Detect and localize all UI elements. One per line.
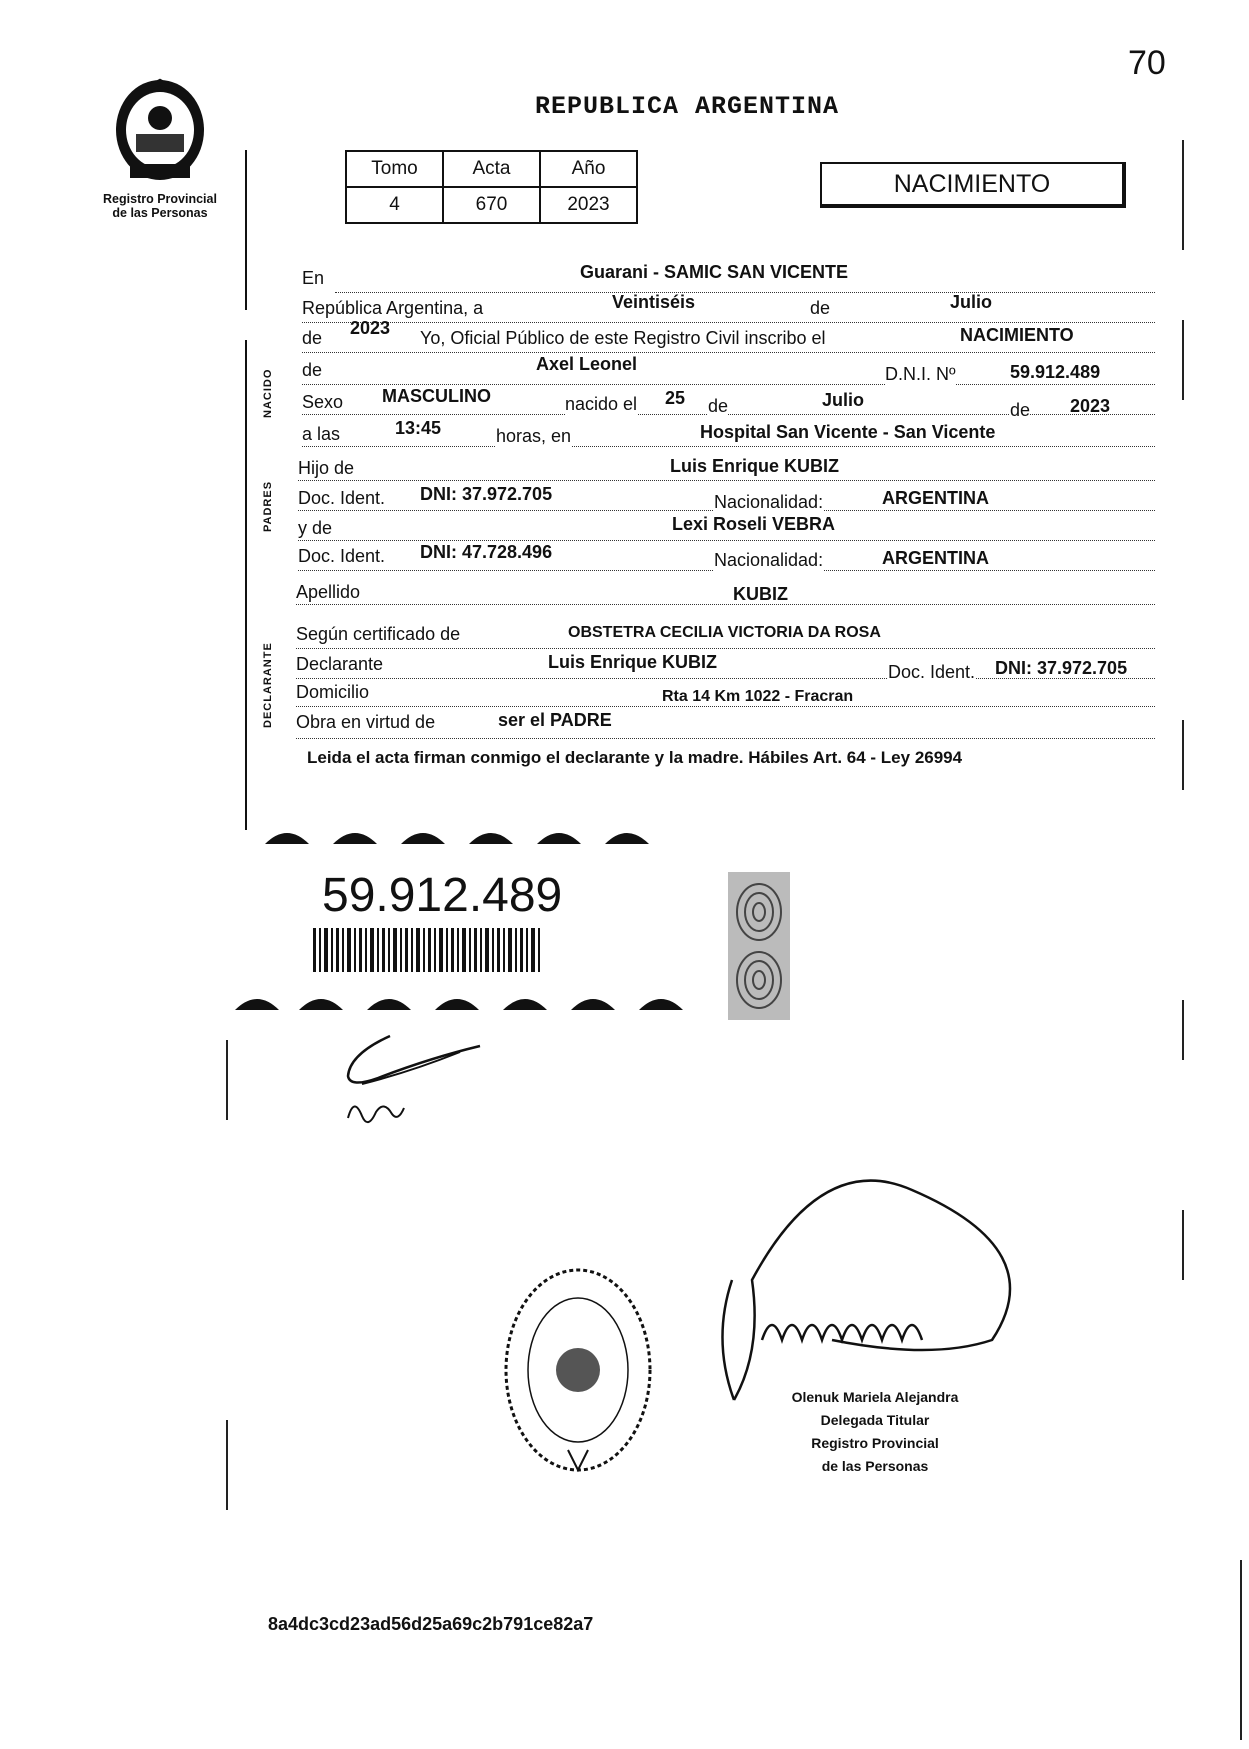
mother-nationality: ARGENTINA — [882, 548, 989, 568]
de-label: de — [810, 298, 831, 318]
horas-label: horas, en — [496, 426, 572, 446]
father-name: Luis Enrique KUBIZ — [670, 456, 840, 476]
scan-edge-mark — [1240, 1560, 1242, 1740]
segun-label: Según certificado de — [296, 624, 461, 644]
father-nationality: ARGENTINA — [882, 488, 989, 508]
declarante-name: Luis Enrique KUBIZ — [548, 652, 718, 672]
scan-edge-mark — [226, 1040, 228, 1120]
dotted-line — [296, 582, 1155, 605]
left-border — [245, 150, 247, 310]
birth-year: 2023 — [1070, 396, 1111, 416]
document-hash: 8a4dc3cd23ad56d25a69c2b791ce82a7 — [268, 1614, 594, 1634]
mother-name: Lexi Roseli VEBRA — [672, 514, 836, 534]
doc-label: Doc. Ident. — [298, 488, 386, 508]
official-block — [755, 1386, 995, 1478]
nacionalidad-label: Nacionalidad: — [714, 492, 824, 512]
apellido-label: Apellido — [296, 582, 361, 602]
domicilio: Rta 14 Km 1022 - Fracran — [662, 688, 854, 705]
obra-label: Obra en virtud de — [296, 712, 436, 732]
official-office: Registro Provincial — [811, 1435, 939, 1451]
value-tomo: 4 — [346, 187, 443, 223]
doc-label-3: Doc. Ident. — [888, 662, 976, 682]
header-acta: Acta — [443, 151, 540, 187]
official-seal — [488, 1260, 658, 1480]
sexo: MASCULINO — [382, 386, 491, 406]
header-ano: Año — [540, 151, 637, 187]
logo-caption-line-1: Registro Provincial — [103, 192, 217, 206]
logo-caption — [88, 192, 232, 220]
de-label-3: de — [302, 360, 323, 380]
birth-month: Julio — [822, 390, 865, 410]
reference-table — [345, 150, 638, 224]
doc-label-2: Doc. Ident. — [298, 546, 386, 566]
value-acta: 670 — [443, 187, 540, 223]
official-name: Olenuk Mariela Alejandra — [791, 1389, 959, 1405]
value-ano: 2023 — [540, 187, 637, 223]
child-name: Axel Leonel — [536, 354, 638, 374]
section-label-padres: PADRES — [262, 480, 274, 532]
nacido-label: nacido el — [565, 394, 638, 414]
birth-time: 13:45 — [395, 418, 442, 438]
en-label: En — [302, 268, 325, 288]
hospital: Hospital San Vicente - San Vicente — [700, 422, 996, 442]
country-title: REPUBLICA ARGENTINA — [535, 92, 840, 121]
birth-place-record: Guarani - SAMIC SAN VICENTE — [580, 262, 849, 282]
logo-caption-line-2: de las Personas — [112, 206, 208, 220]
scan-edge-mark — [1182, 1000, 1184, 1060]
inscribe-type: NACIMIENTO — [960, 325, 1074, 345]
year: 2023 — [350, 318, 391, 338]
de-label-2: de — [302, 328, 323, 348]
scan-edge-mark — [1182, 720, 1184, 790]
page-number: 70 — [1128, 44, 1166, 82]
scan-edge-mark — [1182, 1210, 1184, 1280]
certificate: OBSTETRA CECILIA VICTORIA DA ROSA — [568, 624, 881, 641]
obra: ser el PADRE — [498, 710, 612, 730]
dni-label: D.N.I. Nº — [885, 364, 956, 384]
scan-edge-mark — [1182, 140, 1184, 250]
official-role: Delegada Titular — [820, 1412, 930, 1428]
dni-stamp-number: 59.912.489 — [322, 869, 563, 922]
fingerprint-icon — [728, 872, 790, 1020]
sexo-label: Sexo — [302, 392, 344, 412]
birth-day: 25 — [665, 388, 686, 408]
nacionalidad-label-2: Nacionalidad: — [714, 550, 824, 570]
father-doc: DNI: 37.972.705 — [420, 484, 553, 504]
official-office-2: de las Personas — [821, 1458, 929, 1474]
apellido: KUBIZ — [733, 584, 788, 604]
scan-edge-mark — [1182, 320, 1184, 400]
header-tomo: Tomo — [346, 151, 443, 187]
child-dni: 59.912.489 — [1010, 362, 1101, 382]
left-border — [245, 340, 247, 830]
de-label-4: de — [708, 396, 729, 416]
domicilio-label: Domicilio — [296, 682, 370, 702]
section-label-nacido: NACIDO — [262, 368, 274, 418]
y-de-label: y de — [298, 518, 333, 538]
section-label-declarante: DECLARANTE — [262, 642, 274, 728]
declarante-doc: DNI: 37.972.705 — [995, 658, 1128, 678]
act-type-box: NACIMIENTO — [820, 162, 1126, 208]
de-label-5: de — [1010, 400, 1031, 420]
yo-text: Yo, Oficial Público de este Registro Civil inscribo el — [420, 328, 826, 348]
month: Julio — [950, 292, 993, 312]
day-words: Veintiséis — [612, 292, 696, 312]
declarant-signature — [340, 1018, 500, 1133]
hijo-label: Hijo de — [298, 458, 355, 478]
declarante-label: Declarante — [296, 654, 384, 674]
provincial-coat-of-arms — [100, 68, 220, 188]
mother-doc: DNI: 47.728.496 — [420, 542, 553, 562]
a-las-label: a las — [302, 424, 341, 444]
scan-edge-mark — [226, 1420, 228, 1510]
closing-text: Leida el acta firman conmigo el declarante y la madre. Hábiles Art. 64 - Ley 26994 — [307, 748, 963, 767]
republica-label: República Argentina, a — [302, 298, 484, 318]
